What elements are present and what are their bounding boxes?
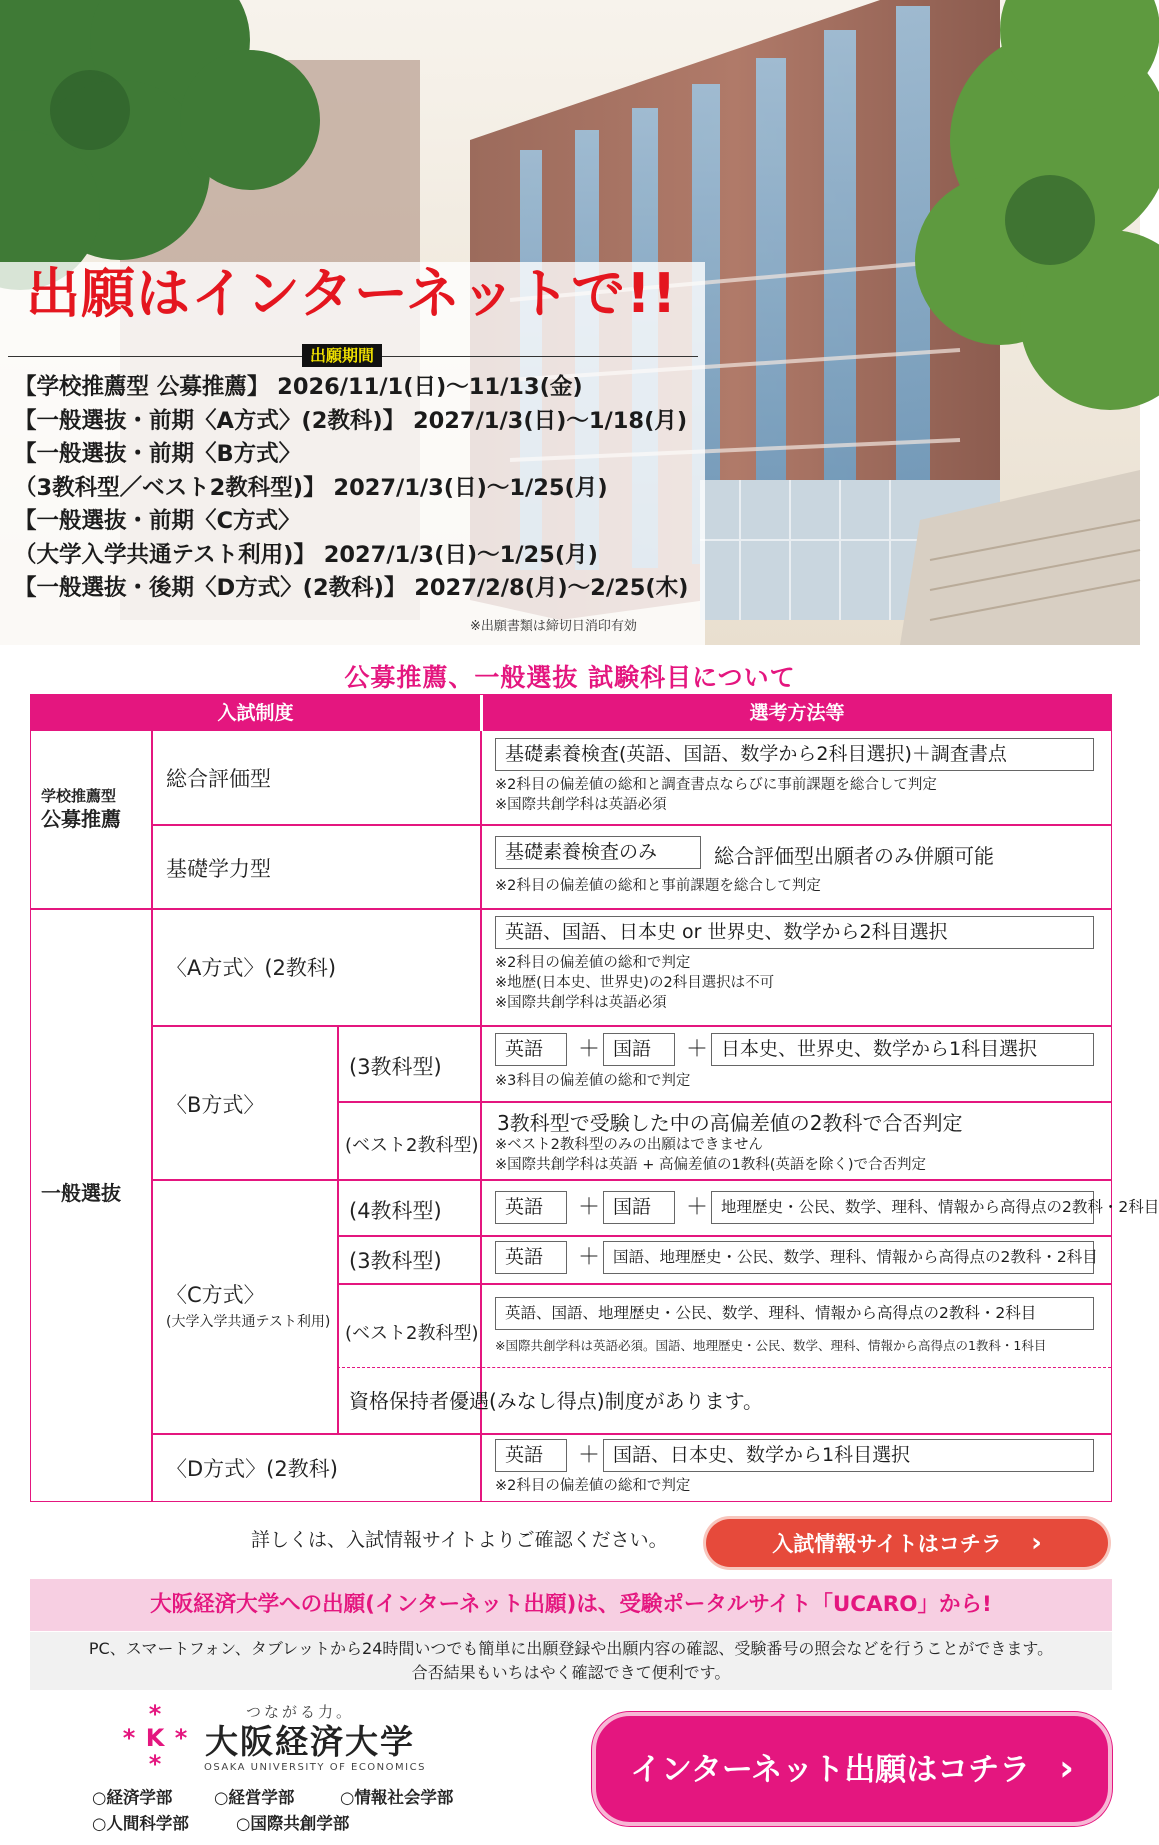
type-a: 〈A方式〉(2教科) bbox=[166, 956, 337, 980]
faculty-item: ○人間科学部 bbox=[92, 1814, 189, 1833]
note: ※地歴(日本史、世界史)の2科目選択は不可 bbox=[495, 975, 775, 991]
type-kiso: 基礎学力型 bbox=[166, 857, 271, 881]
subject-box: 国語 bbox=[603, 1033, 675, 1066]
svg-text:K: K bbox=[145, 1724, 165, 1752]
category-suisen-small: 学校推薦型 bbox=[41, 787, 117, 805]
table-header-system: 入試制度 bbox=[31, 695, 480, 731]
plus: ＋ bbox=[578, 1443, 601, 1468]
type-c-3: (3教科型) bbox=[349, 1249, 442, 1273]
note: ※2科目の偏差値の総和と調査書点ならびに事前課題を総合して判定 bbox=[495, 777, 937, 793]
type-b: 〈B方式〉 bbox=[166, 1093, 265, 1117]
svg-text:*: * bbox=[148, 1700, 162, 1728]
faculty-item: ○経営学部 bbox=[214, 1788, 295, 1807]
svg-text:*: * bbox=[122, 1724, 136, 1752]
note: ※国際共創学科は英語必須 bbox=[495, 797, 667, 813]
subject-box: 国語、地理歴史・公民、数学、理科、情報から高得点の2教科・2科目 bbox=[603, 1241, 1094, 1274]
chevron-right-icon: › bbox=[1031, 1528, 1042, 1558]
note: ※国際共創学科は英語必須。国語、地理歴史・公民、数学、理科、情報から高得点の1教科・1科目 bbox=[495, 1338, 1047, 1353]
svg-text:*: * bbox=[174, 1724, 188, 1752]
period-note: ※出願書類は締切日消印有効 bbox=[470, 619, 637, 634]
note: ※ベスト2教科型のみの出願はできません bbox=[495, 1137, 763, 1153]
plus: ＋ bbox=[578, 1037, 601, 1062]
detail-text: 詳しくは、入試情報サイトよりご確認ください。 bbox=[251, 1529, 668, 1551]
admission-site-button-label: 入試情報サイトはコチラ bbox=[772, 1532, 1002, 1556]
type-b-best2: (ベスト2教科型) bbox=[345, 1135, 479, 1156]
best2-text: 3教科型で受験した中の高偏差値の2教科で合否判定 bbox=[497, 1111, 963, 1135]
type-c-4: (4教科型) bbox=[349, 1199, 442, 1223]
note: ※国際共創学科は英語 + 高偏差値の1教科(英語を除く)で合否判定 bbox=[495, 1157, 927, 1173]
period-line: 【学校推薦型 公募推薦】 2026/11/1(日)～11/13(金) bbox=[14, 374, 583, 400]
type-c: 〈C方式〉 bbox=[166, 1283, 265, 1307]
logo-name: 大阪経済大学 bbox=[205, 1722, 415, 1761]
faculty-item: ○情報社会学部 bbox=[340, 1788, 454, 1807]
note: ※2科目の偏差値の総和と事前課題を総合して判定 bbox=[495, 878, 821, 894]
subject-box: 日本史、世界史、数学から1科目選択 bbox=[711, 1033, 1094, 1066]
type-d: 〈D方式〉(2教科) bbox=[166, 1457, 338, 1481]
table-header-method: 選考方法等 bbox=[483, 695, 1111, 731]
period-line: 【一般選抜・前期〈C方式〉 bbox=[14, 508, 301, 534]
note: ※2科目の偏差値の総和で判定 bbox=[495, 955, 691, 971]
period-line: （大学入学共通テスト利用)】 2027/1/3(日)～1/25(月) bbox=[14, 541, 598, 568]
period-badge: 出願期間 bbox=[302, 344, 382, 367]
subject-box: 英語 bbox=[495, 1241, 567, 1274]
subject-box: 英語 bbox=[495, 1191, 567, 1224]
plus: ＋ bbox=[686, 1037, 709, 1062]
subject-box: 英語 bbox=[495, 1033, 567, 1066]
type-sogo: 総合評価型 bbox=[166, 767, 271, 791]
subject-box: 基礎素養検査(英語、国語、数学から2科目選択)＋調査書点 bbox=[495, 738, 1094, 771]
admission-site-button[interactable] bbox=[706, 1519, 1108, 1567]
subject-box: 基礎素養検査のみ bbox=[495, 836, 701, 869]
period-line: （3教科型／ベスト2教科型)】 2027/1/3(日)～1/25(月) bbox=[14, 474, 608, 501]
ucaro-desc-line: 合否結果もいちはやく確認できて便利です。 bbox=[411, 1663, 731, 1682]
faculty-item: ○国際共創学部 bbox=[236, 1814, 350, 1833]
subject-box: 国語 bbox=[603, 1191, 675, 1224]
qualification-text: 資格保持者優遇(みなし得点)制度があります。 bbox=[349, 1389, 764, 1413]
type-b-3: (3教科型) bbox=[349, 1055, 442, 1079]
hero-title: 出願はインターネットで!! bbox=[26, 262, 678, 325]
note: ※2科目の偏差値の総和で判定 bbox=[495, 1478, 691, 1494]
internet-apply-button-label: インターネット出願はコチラ bbox=[630, 1752, 1031, 1788]
logo-tagline: つながる力。 bbox=[246, 1703, 355, 1721]
period-line: 【一般選抜・前期〈A方式〉(2教科)】 2027/1/3(日)～1/18(月) bbox=[14, 407, 688, 434]
internet-apply-button[interactable] bbox=[592, 1712, 1112, 1826]
svg-text:*: * bbox=[148, 1750, 162, 1778]
type-c-sub: (大学入学共通テスト利用) bbox=[166, 1314, 331, 1330]
subject-box: 英語、国語、地理歴史・公民、数学、理科、情報から高得点の2教科・2科目 bbox=[495, 1297, 1094, 1330]
subject-box: 英語、国語、日本史 or 世界史、数学から2科目選択 bbox=[495, 916, 1094, 949]
note: ※国際共創学科は英語必須 bbox=[495, 995, 667, 1011]
kiso-side-text: 総合評価型出願者のみ併願可能 bbox=[714, 844, 994, 868]
note: ※3科目の偏差値の総和で判定 bbox=[495, 1073, 691, 1089]
subject-box: 地理歴史・公民、数学、理科、情報から高得点の2教科・2科目 bbox=[711, 1191, 1094, 1224]
chevron-right-icon: › bbox=[1059, 1748, 1074, 1789]
subject-box: 英語 bbox=[495, 1439, 567, 1472]
category-ippan: 一般選抜 bbox=[41, 1181, 121, 1205]
subject-box: 国語、日本史、数学から1科目選択 bbox=[603, 1439, 1094, 1472]
plus: ＋ bbox=[578, 1195, 601, 1220]
category-suisen-large: 公募推薦 bbox=[41, 807, 121, 831]
ucaro-description bbox=[30, 1632, 1112, 1690]
university-logo-mark bbox=[115, 1700, 195, 1780]
logo-english: OSAKA UNIVERSITY OF ECONOMICS bbox=[204, 1762, 426, 1773]
period-list bbox=[14, 371, 688, 606]
period-line: 【一般選抜・後期〈D方式〉(2教科)】 2027/2/8(月)～2/25(木) bbox=[14, 575, 689, 601]
ucaro-banner: 大阪経済大学への出願(インターネット出願)は、受験ポータルサイト「UCARO」から! bbox=[30, 1579, 1112, 1631]
plus: ＋ bbox=[686, 1195, 709, 1220]
type-c-best2: (ベスト2教科型) bbox=[345, 1323, 479, 1344]
faculty-item: ○経済学部 bbox=[92, 1788, 173, 1807]
section-title: 公募推薦、一般選抜 試験科目について bbox=[344, 663, 796, 692]
plus: ＋ bbox=[578, 1245, 601, 1270]
ucaro-desc-line: PC、スマートフォン、タブレットから24時間いつでも簡単に出願登録や出願内容の確認、受験番号の照会などを行うことができます。 bbox=[88, 1639, 1054, 1658]
exam-subjects-table bbox=[30, 694, 1159, 1502]
period-line: 【一般選抜・前期〈B方式〉 bbox=[14, 441, 302, 467]
